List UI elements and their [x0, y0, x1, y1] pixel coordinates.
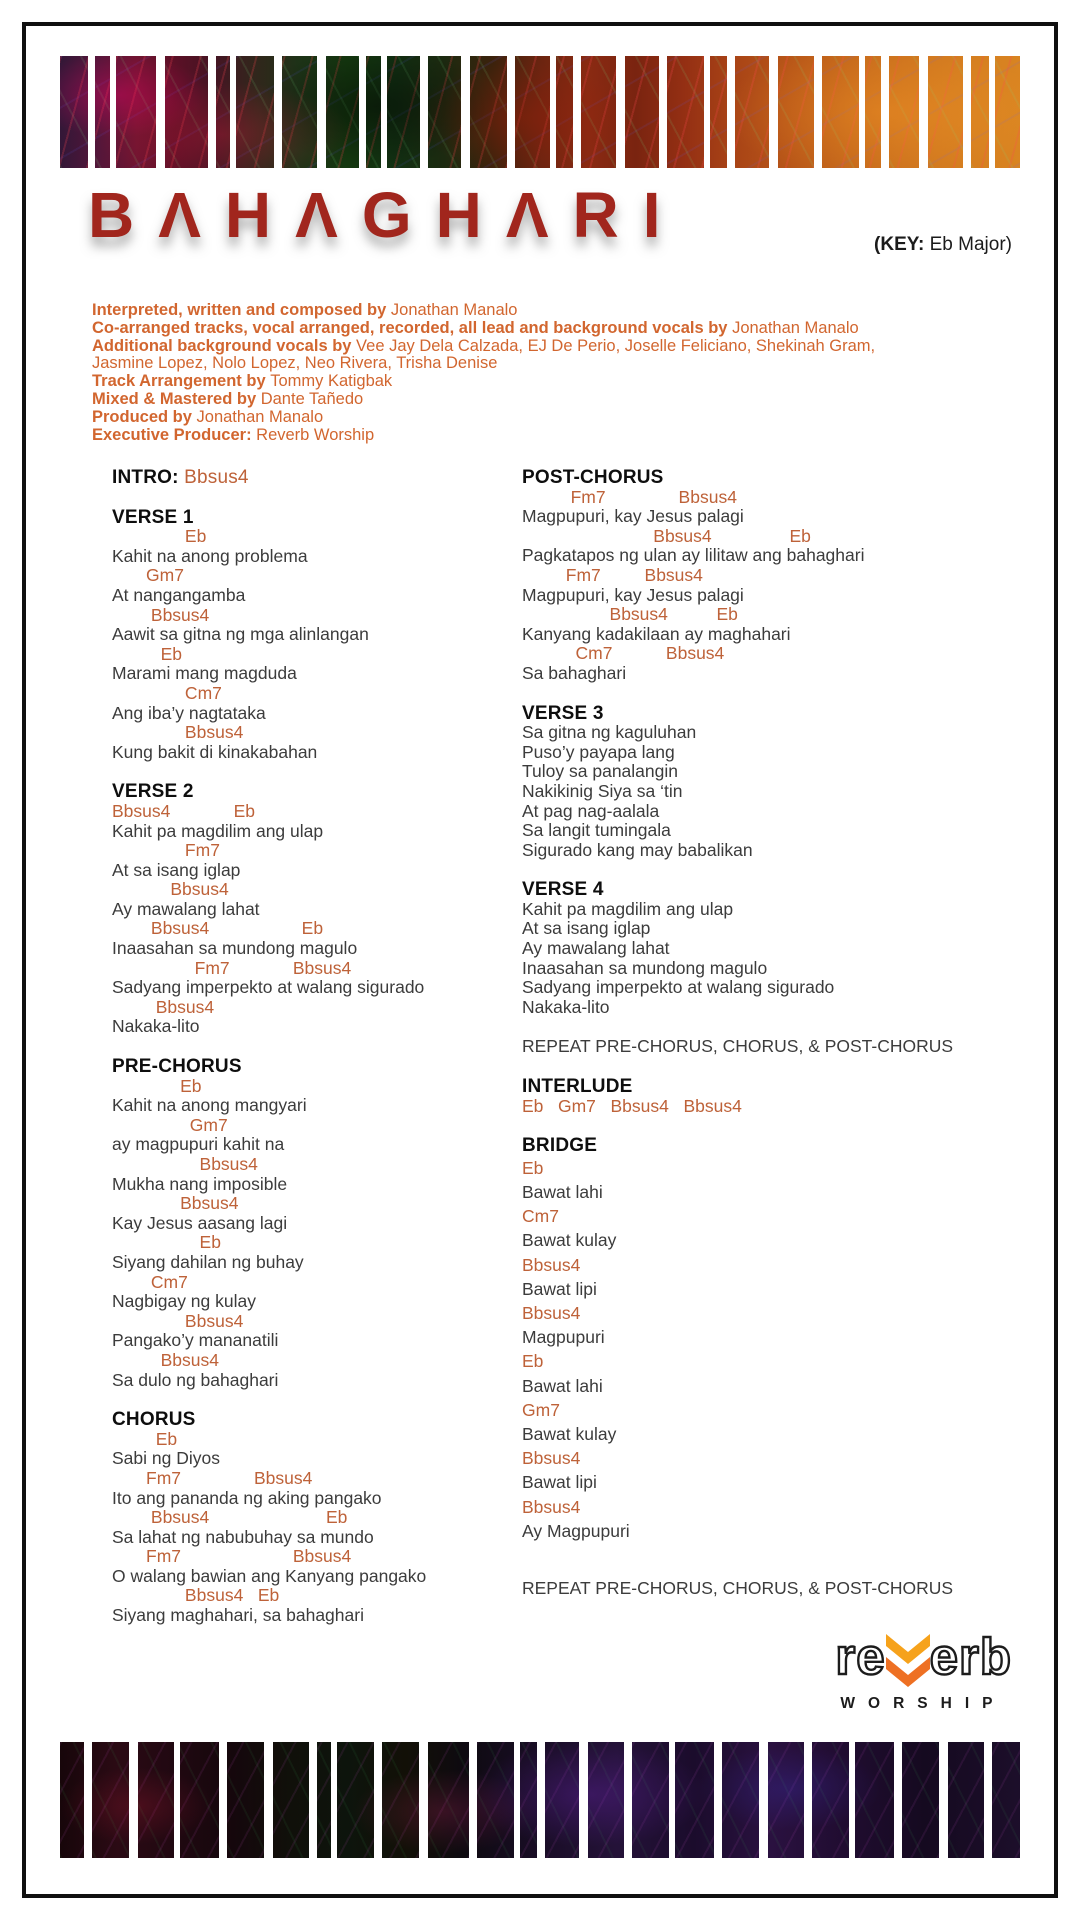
right-column	[522, 468, 1017, 1619]
chord-line: Gm7	[112, 1114, 228, 1135]
chord-line: Bbsus4	[112, 604, 210, 625]
strip-gap	[230, 56, 236, 168]
credit-person-name: Jonathan Manalo	[732, 318, 859, 337]
logo-double-chevron-icon	[883, 1632, 933, 1692]
strip-gap	[461, 56, 470, 168]
credit-person-name: Jonathan Manalo	[390, 301, 518, 319]
lyric-line: Ay Magpupuri	[522, 1520, 630, 1541]
lyric-line: Nakaka-lito	[522, 996, 610, 1017]
strip-gap	[616, 56, 625, 168]
chord-line: Eb	[112, 526, 207, 547]
lyric-line: Bawat kulay	[522, 1424, 617, 1445]
chord-line: Cm7	[522, 1206, 559, 1227]
lyric-line: Ay mawalang lahat	[522, 938, 670, 959]
credit-role-label: Additional background vocals by	[92, 336, 357, 355]
chord-line: Eb Gm7 Bbsus4 Bbsus4	[522, 1095, 742, 1116]
lyric-line: Siyang maghahari, sa bahaghari	[112, 1605, 364, 1626]
section-pre-chorus	[112, 1057, 522, 1390]
strip-gap	[984, 1742, 992, 1858]
section-verse-3	[522, 704, 1017, 861]
lyric-line: Kahit na anong mangyari	[112, 1095, 307, 1116]
chord-line: Eb	[112, 1428, 178, 1449]
lyric-line: Sa gitna ng kaguluhan	[522, 722, 697, 743]
strip-gap	[714, 1742, 722, 1858]
chord-line: Bbsus4	[522, 1448, 581, 1469]
credit-person-name: Jonathan Manalo	[196, 407, 324, 426]
chord-line: Eb	[112, 1232, 221, 1253]
section-heading: BRIDGE	[522, 1135, 598, 1157]
lyric-line: Kay Jesus aasang lagi	[112, 1212, 288, 1233]
credit-line	[92, 409, 938, 427]
chord-line: Fm7 Bbsus4	[522, 564, 703, 585]
chord-line: Fm7 Bbsus4	[112, 957, 352, 978]
strip-gap	[804, 1742, 812, 1858]
top-artwork-strip	[60, 56, 1020, 168]
strip-gap	[469, 1742, 477, 1858]
strip-gap	[537, 1742, 545, 1858]
logo-text-re: re	[835, 1628, 886, 1685]
chord-line: Fm7	[112, 840, 220, 861]
lyric-line: Kahit pa magdilim ang ulap	[112, 820, 324, 841]
lyric-line: Marami mang magduda	[112, 663, 297, 684]
strip-gap	[88, 56, 95, 168]
left-column	[112, 468, 522, 1646]
lyric-line: Ang iba’y nagtataka	[112, 702, 266, 723]
section-verse-4	[522, 880, 1017, 1017]
credit-person-name: Tommy Katigbak	[270, 372, 393, 391]
strip-gap	[309, 1742, 317, 1858]
lyric-line: Pagkatapos ng ulan ay lilitaw ang bahaghari	[522, 545, 865, 566]
chord-line: Bbsus4 Eb	[112, 1585, 280, 1606]
strip-gap	[624, 1742, 632, 1858]
section-heading: CHORUS	[112, 1409, 196, 1431]
lyric-line: Bawat kulay	[522, 1230, 617, 1251]
lyric-line: Nakikinig Siya sa ‘tin	[522, 780, 683, 801]
lyric-line: Kahit pa magdilim ang ulap	[522, 898, 734, 919]
lyric-line: Aawit sa gitna ng mga alinlangan	[112, 624, 369, 645]
strip-gap	[84, 1742, 92, 1858]
lyric-line: At nangangamba	[112, 584, 246, 605]
credit-person-name: Vee Jay Dela Calzada, EJ De Perio, Joselle Feliciano, Shekinah Gram, Jasmine Lopez, Nolo Lopez, Neo Rivera, Trisha Denise	[92, 336, 876, 373]
chord-line: Bbsus4 Eb	[112, 800, 255, 821]
logo-text-erb: erb	[929, 1628, 1012, 1685]
strip-gap	[939, 1742, 948, 1858]
repeat-note-1	[522, 1037, 1017, 1057]
song-key	[874, 234, 1012, 256]
strip-gap	[919, 56, 928, 168]
lyric-line: Magpupuri, kay Jesus palagi	[522, 506, 744, 527]
chord-line: Bbsus4	[522, 1254, 581, 1275]
lyric-line: Pangako’y mananatili	[112, 1330, 279, 1351]
lyric-line: Kanyang kadakilaan ay maghahari	[522, 623, 791, 644]
lyric-line: Bawat lahi	[522, 1375, 603, 1396]
lyric-line: Sadyang imperpekto at walang sigurado	[522, 977, 835, 998]
lyric-line: Nakaka-lito	[112, 1016, 200, 1037]
chord-line: Bbsus4 Eb	[112, 918, 324, 939]
chord-line: Eb	[522, 1157, 544, 1178]
credit-role-label: Interpreted, written and composed by	[92, 301, 391, 319]
lyric-line: Ay mawalang lahat	[112, 898, 260, 919]
strip-gap	[659, 56, 667, 168]
credit-line	[92, 320, 938, 338]
chord-line: Bbsus4 Eb	[112, 1507, 348, 1528]
lyric-line: Magpupuri	[522, 1327, 605, 1348]
strip-gap	[727, 56, 735, 168]
strip-gap	[859, 56, 865, 168]
lyric-line: Kahit na anong problema	[112, 545, 308, 566]
strip-gap	[989, 56, 995, 168]
lyric-line: Mukha nang imposible	[112, 1173, 288, 1194]
chord-line: Eb	[522, 1351, 544, 1372]
chord-line: Bbsus4 Eb	[522, 525, 811, 546]
lyric-line: Puso’y payapa lang	[522, 741, 675, 762]
section-heading: VERSE 1	[112, 506, 194, 528]
key-label: (KEY:	[874, 234, 925, 255]
section-heading: INTERLUDE	[522, 1076, 633, 1098]
lyric-line: Magpupuri, kay Jesus palagi	[522, 584, 744, 605]
strip-gap	[550, 56, 556, 168]
credit-role-label: Track Arrangement by	[92, 372, 271, 391]
lyric-line: Tuloy sa panalangin	[522, 761, 678, 782]
credit-role-label: Mixed & Mastered by	[92, 389, 261, 408]
strip-gap	[579, 1742, 588, 1858]
lyric-line: At sa isang iglap	[112, 859, 241, 880]
credit-line	[92, 302, 938, 320]
strip-gap	[331, 1742, 337, 1858]
logo-wordmark	[835, 1630, 1012, 1692]
chord-line: Bbsus4	[522, 1303, 581, 1324]
inline-chord: Bbsus4	[178, 467, 249, 488]
strip-gap	[129, 1742, 138, 1858]
chord-line: Gm7	[522, 1399, 560, 1420]
credit-line	[92, 373, 938, 391]
chord-line: Cm7 Bbsus4	[522, 643, 725, 664]
chord-line: Bbsus4	[112, 1349, 219, 1370]
strip-gap	[374, 1742, 382, 1858]
credit-line	[92, 338, 938, 374]
lyric-line: ay magpupuri kahit na	[112, 1134, 285, 1155]
strip-gap	[704, 56, 710, 168]
section-interlude	[522, 1077, 1017, 1116]
lyric-line: O walang bawian ang Kanyang pangako	[112, 1565, 427, 1586]
section-bridge	[522, 1136, 1017, 1543]
repeat-note-2	[522, 1579, 1017, 1599]
chord-line: Fm7 Bbsus4	[112, 1546, 352, 1567]
reverb-worship-logo	[835, 1630, 1012, 1713]
section-chorus	[112, 1410, 522, 1626]
strip-gap	[219, 1742, 227, 1858]
credit-role-label: Produced by	[92, 407, 197, 426]
lyric-line: Bawat lahi	[522, 1182, 603, 1203]
lyric-line: At sa isang iglap	[522, 918, 651, 939]
strip-gap	[274, 56, 282, 168]
bottom-artwork-strip	[60, 1742, 1020, 1858]
chord-line: Bbsus4	[112, 722, 244, 743]
lyric-line: Sa lahat ng nabubuhay sa mundo	[112, 1526, 374, 1547]
strip-gap	[514, 1742, 520, 1858]
chord-line: Bbsus4	[522, 1496, 581, 1517]
chord-line: Bbsus4 Eb	[522, 604, 738, 625]
chord-line: Bbsus4	[112, 1310, 244, 1331]
lyric-line: Inaasahan sa mundong magulo	[522, 957, 768, 978]
strip-gap	[208, 56, 216, 168]
strip-gap	[419, 1742, 428, 1858]
key-value: Eb Major)	[924, 234, 1012, 255]
lyric-line: At pag nag-aalala	[522, 800, 660, 821]
section-verse-1	[112, 508, 522, 763]
credits	[92, 302, 938, 444]
lyric-line: Sa langit tumingala	[522, 820, 671, 841]
section-heading: INTRO: Bbsus4	[112, 467, 249, 488]
chord-line: Fm7 Bbsus4	[112, 1467, 313, 1488]
strip-gap	[573, 56, 581, 168]
strip-gap	[381, 56, 387, 168]
section-intro	[112, 468, 522, 488]
chord-line: Cm7	[112, 1271, 188, 1292]
chord-line: Fm7 Bbsus4	[522, 486, 737, 507]
logo-worship-text: WORSHIP	[840, 1695, 1006, 1712]
credit-line	[92, 427, 938, 445]
repeat-note: REPEAT PRE-CHORUS, CHORUS, & POST-CHORUS	[522, 1036, 954, 1057]
strip-gap	[849, 1742, 855, 1858]
chord-line: Cm7	[112, 682, 222, 703]
lyric-line: Sabi ng Diyos	[112, 1448, 220, 1469]
lyric-line: Sa dulo ng bahaghari	[112, 1369, 279, 1390]
strip-gap	[894, 1742, 902, 1858]
strip-gap	[814, 56, 822, 168]
song-body	[112, 468, 1017, 1646]
section-heading: VERSE 4	[522, 879, 604, 901]
lyric-line: Sa bahaghari	[522, 662, 627, 683]
strip-gap	[963, 56, 971, 168]
lyric-line: Inaasahan sa mundong magulo	[112, 938, 358, 959]
chord-line: Eb	[112, 643, 183, 664]
song-title: BΛHΛGHΛRI	[88, 179, 685, 251]
chord-line: Eb	[112, 1075, 202, 1096]
strip-gap	[156, 56, 165, 168]
chord-line: Bbsus4	[112, 1193, 239, 1214]
strip-gap	[264, 1742, 273, 1858]
strip-gap	[769, 56, 778, 168]
lyric-line: Ito ang pananda ng aking pangako	[112, 1487, 382, 1508]
strip-gap	[317, 56, 326, 168]
lyric-line: Sadyang imperpekto at walang sigurado	[112, 977, 425, 998]
strip-gap	[359, 56, 366, 168]
strip-gap	[420, 56, 428, 168]
section-heading: VERSE 2	[112, 781, 194, 803]
credit-person-name: Dante Tañedo	[260, 389, 364, 408]
chord-line: Bbsus4	[112, 1154, 258, 1174]
lyric-line: Bawat lipi	[522, 1472, 597, 1493]
section-heading: PRE-CHORUS	[112, 1056, 242, 1078]
strip-gap	[110, 56, 116, 168]
strip-gap	[174, 1742, 180, 1858]
repeat-note: REPEAT PRE-CHORUS, CHORUS, & POST-CHORUS	[522, 1578, 954, 1599]
section-heading: POST-CHORUS	[522, 467, 664, 488]
strip-gap	[507, 56, 515, 168]
lyric-line: Siyang dahilan ng buhay	[112, 1251, 304, 1272]
chord-line: Bbsus4	[112, 996, 215, 1017]
strip-gap	[669, 1742, 675, 1858]
credit-line	[92, 391, 938, 409]
credit-role-label: Executive Producer:	[92, 425, 257, 444]
section-post-chorus	[522, 468, 1017, 684]
lyric-line: Nagbigay ng kulay	[112, 1291, 256, 1312]
chord-line: Gm7	[112, 565, 184, 586]
strip-gap	[881, 56, 889, 168]
lyric-line: Bawat lipi	[522, 1278, 597, 1299]
lyric-line: Sigurado kang may babalikan	[522, 839, 753, 860]
credit-person-name: Reverb Worship	[256, 425, 375, 444]
credit-role-label: Co-arranged tracks, vocal arranged, recorded, all lead and background vocals by	[92, 318, 733, 337]
lyric-line: Kung bakit di kinakabahan	[112, 741, 318, 762]
strip-gap	[759, 1742, 768, 1858]
section-verse-2	[112, 782, 522, 1037]
section-heading: VERSE 3	[522, 702, 604, 724]
chord-line: Bbsus4	[112, 879, 229, 900]
